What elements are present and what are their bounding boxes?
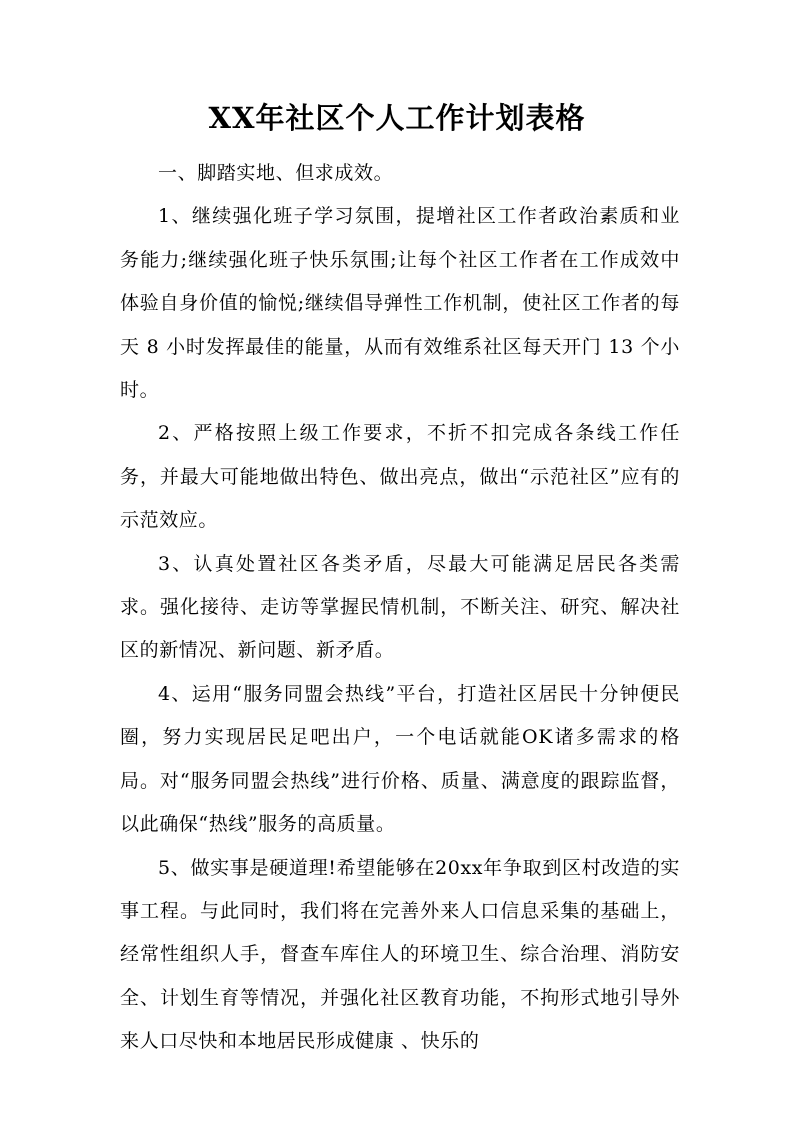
paragraph-item-3: 3、认真处置社区各类矛盾，尽最大可能满足居民各类需求。强化接待、走访等掌握民情机制，不断关注、研究、解决社区的新情况、新问题、新矛盾。 [120, 552, 680, 662]
paragraph-item-2: 2、严格按照上级工作要求，不折不扣完成各条线工作任务，并最大可能地做出特色、做出亮点，做出“示范社区”应有的示范效应。 [120, 422, 680, 532]
document-body [120, 152, 680, 1064]
paragraph-section-heading: 一、脚踏实地、但求成效。 [158, 162, 394, 184]
paragraph-item-1: 1、继续强化班子学习氛围，提增社区工作者政治素质和业务能力;继续强化班子快乐氛围;让每个社区工作者在工作成效中体验自身价值的愉悦;继续倡导弹性工作机制，使社区工作者的每天 8 小时发挥最佳的能量，从而有效维系社区每天开门 13 个小时。 [120, 205, 680, 402]
document-title: XX年社区个人工作计划表格 [208, 101, 586, 135]
paragraph-item-5: 5、做实事是硬道理!希望能够在20xx年争取到区村改造的实事工程。与此同时，我们将在完善外来人口信息采集的基础上，经常性组织人手，督查车库住人的环境卫生、综合治理、消防安全、计划生育等情况，并强化社区教育功能，不拘形式地引导外来人口尽快和本地居民形成健康 、快乐的 [120, 856, 680, 1053]
paragraph-item-4: 4、运用“服务同盟会热线”平台，打造社区居民十分钟便民圈，努力实现居民足吧出户，一个电话就能OK诸多需求的格局。对“服务同盟会热线”进行价格、质量、满意度的跟踪监督，以此确保“热线”服务的高质量。 [120, 682, 680, 836]
